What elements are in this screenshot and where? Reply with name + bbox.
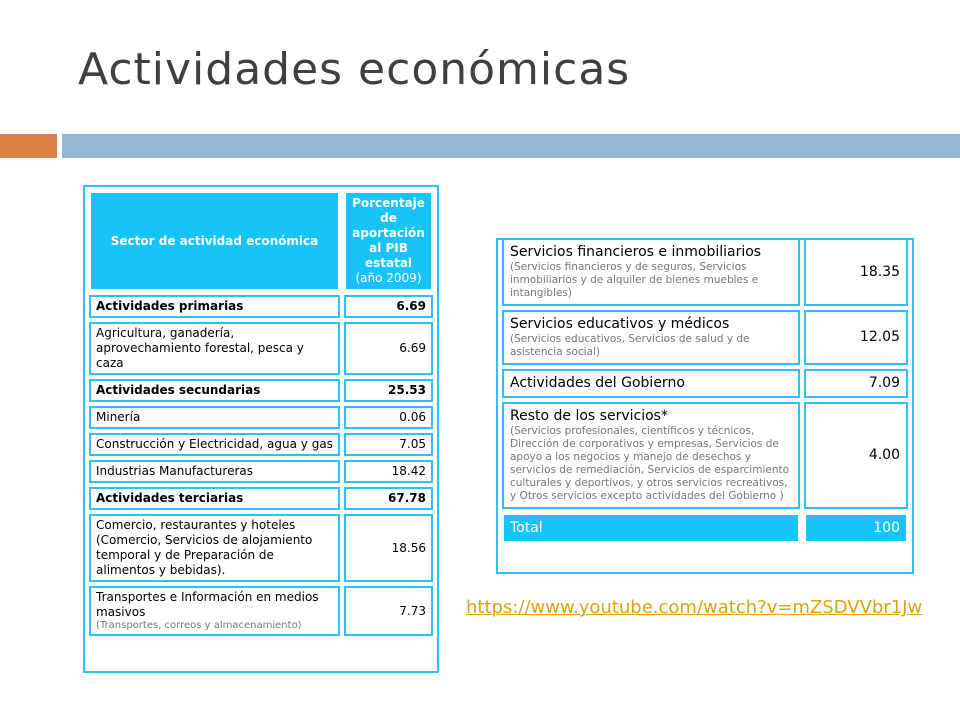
row-value: 4.00 <box>804 402 908 509</box>
row-value: 7.09 <box>804 369 908 398</box>
table-row <box>502 310 908 365</box>
row-value: 7.05 <box>344 433 433 456</box>
row-label <box>502 310 800 365</box>
table-row <box>89 406 433 429</box>
row-label: Actividades secundarias <box>89 379 340 402</box>
row-value: 0.06 <box>344 406 433 429</box>
row-label: Actividades terciarias <box>89 487 340 510</box>
row-label <box>502 402 800 509</box>
table-row <box>89 487 433 510</box>
row-value: 6.69 <box>344 295 433 318</box>
total-value: 100 <box>804 513 908 543</box>
row-label: Industrias Manufactureras <box>89 460 340 483</box>
total-row <box>502 513 908 543</box>
row-label-sub: (Servicios financieros y de seguros, Servicios inmobiliarios y de alquiler de bienes muebles e intangibles) <box>510 261 759 299</box>
row-label-main: Servicios educativos y médicos <box>510 316 730 332</box>
youtube-link[interactable]: https://www.youtube.com/watch?v=mZSDVVbr1Jw <box>466 597 923 618</box>
row-label-main: Transportes e Información en medios masivos <box>96 590 319 619</box>
row-value: 67.78 <box>344 487 433 510</box>
row-label: Agricultura, ganadería, aprovechamiento forestal, pesca y caza <box>89 322 340 375</box>
row-value: 18.35 <box>804 238 908 306</box>
row-value: 12.05 <box>804 310 908 365</box>
row-label-main: Servicios financieros e inmobiliarios <box>510 244 762 260</box>
row-value: 25.53 <box>344 379 433 402</box>
row-label: Minería <box>89 406 340 429</box>
row-label-sub: (Transportes, correos y almacenamiento) <box>96 620 302 631</box>
header-sector: Sector de actividad económica <box>89 191 340 291</box>
row-label: Comercio, restaurantes y hoteles (Comercio, Servicios de alojamiento temporal y de Preparación de alimentos y bebidas). <box>89 514 340 582</box>
table-header-row <box>89 191 433 291</box>
table-row <box>89 433 433 456</box>
table-row <box>89 514 433 582</box>
table-row <box>89 586 433 636</box>
row-label-sub: (Servicios educativos, Servicios de salud y de asistencia social) <box>510 333 750 358</box>
accent-bar-orange <box>0 134 57 158</box>
row-label: Construcción y Electricidad, agua y gas <box>89 433 340 456</box>
total-label: Total <box>502 513 800 543</box>
row-label <box>502 238 800 306</box>
table-row <box>89 379 433 402</box>
row-label: Actividades del Gobierno <box>502 369 800 398</box>
row-label <box>89 586 340 636</box>
row-label: Actividades primarias <box>89 295 340 318</box>
row-label-main: Resto de los servicios* <box>510 408 668 424</box>
header-pct-label: Porcentaje de aportación al PIB estatal <box>352 196 425 270</box>
row-value: 7.73 <box>344 586 433 636</box>
row-value: 6.69 <box>344 322 433 375</box>
header-percentage <box>344 191 433 291</box>
table-row <box>89 295 433 318</box>
table-row <box>89 460 433 483</box>
table-row <box>502 369 908 398</box>
gdp-table-right <box>496 238 914 574</box>
row-label-sub: (Servicios profesionales, científicos y técnicos, Dirección de corporativos y empresas, Servicios de apoyo a los negocios y manejo de desechos y servicios de remediación, Servicios de esparcimiento culturales y deportivos, y otros servicios recreativos, y Otros servicios excepto actividades del Gobierno ) <box>510 425 790 502</box>
row-value: 18.42 <box>344 460 433 483</box>
table-row <box>89 322 433 375</box>
gdp-table-left <box>83 185 439 673</box>
table-row <box>502 402 908 509</box>
header-year: (año 2009) <box>355 271 422 285</box>
row-value: 18.56 <box>344 514 433 582</box>
slide-title: Actividades económicas <box>78 44 631 95</box>
accent-bar-blue <box>62 134 960 158</box>
table-row <box>502 238 908 306</box>
